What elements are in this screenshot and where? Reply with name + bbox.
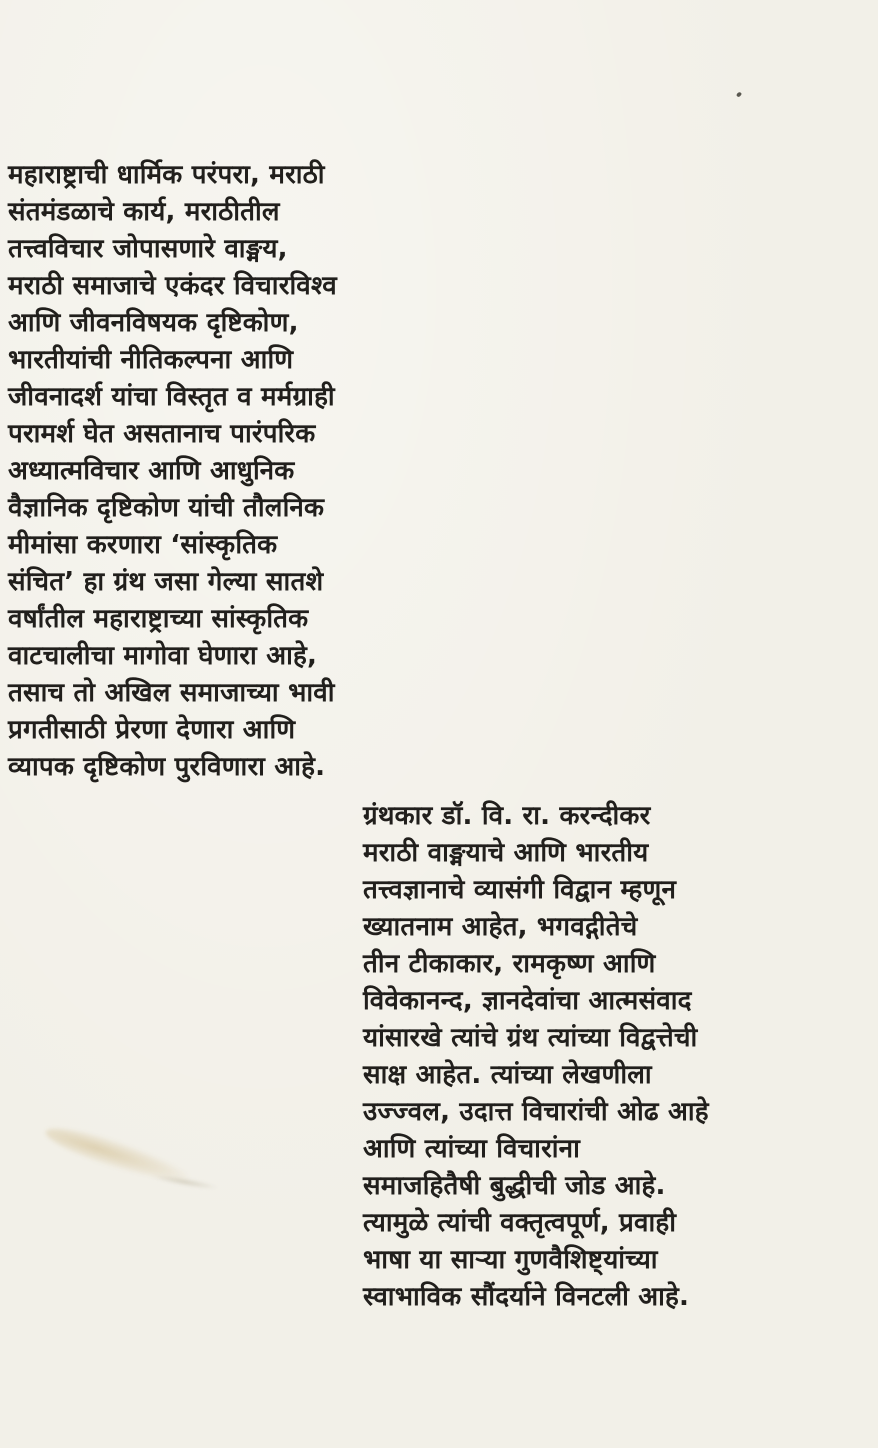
text-line: वैज्ञानिक दृष्टिकोण यांची तौलनिक [8,493,325,523]
text-line: त्यामुळे त्यांची वक्तृत्वपूर्ण, प्रवाही [363,1208,677,1238]
text-line: वर्षांतील महाराष्ट्राच्या सांस्कृतिक [8,604,309,634]
text-line: मराठी समाजाचे एकंदर विचारविश्व [8,271,337,301]
text-line: यांसारखे त्यांचे ग्रंथ त्यांच्या विद्वत्तेची [363,1023,698,1053]
text-line: मराठी वाङ्मयाचे आणि भारतीय [363,838,649,868]
intro-paragraph [8,157,337,786]
text-line: उज्ज्वल, उदात्त विचारांची ओढ आहे [363,1097,709,1127]
paper-speck [736,91,742,97]
text-line: ग्रंथकार डॉ. वि. रा. करन्दीकर [363,801,651,831]
text-line: स्वाभाविक सौंदर्याने विनटली आहे. [363,1282,690,1312]
text-line: तसाच तो अखिल समाजाच्या भावी [8,678,335,708]
text-line: व्यापक दृष्टिकोण पुरविणारा आहे. [8,752,326,782]
text-line: परामर्श घेत असतानाच पारंपरिक [8,419,316,449]
text-line: संतमंडळाचे कार्य, मराठीतील [8,197,280,227]
text-line: महाराष्ट्राची धार्मिक परंपरा, मराठी [8,160,325,190]
text-line: जीवनादर्श यांचा विस्तृत व मर्मग्राही [8,382,335,412]
text-line: भाषा या साऱ्या गुणवैशिष्ट्यांच्या [363,1245,658,1275]
text-line: संचित’ हा ग्रंथ जसा गेल्या सातशे [8,567,324,597]
text-line: समाजहितैषी बुद्धीची जोड आहे. [363,1171,666,1201]
text-line: विवेकानन्द, ज्ञानदेवांचा आत्मसंवाद [363,986,692,1016]
text-line: मीमांसा करणारा ‘सांस्कृतिक [8,530,278,560]
author-paragraph [363,798,709,1316]
text-line: अध्यात्मविचार आणि आधुनिक [8,456,295,486]
text-line: वाटचालीचा मागोवा घेणारा आहे, [8,641,318,671]
text-line: तत्त्वविचार जोपासणारे वाङ्मय, [8,234,288,264]
text-line: साक्ष आहेत. त्यांच्या लेखणीला [363,1060,652,1090]
text-line: ख्यातनाम आहेत, भगवद्गीतेचे [363,912,638,942]
text-line: प्रगतीसाठी प्रेरणा देणारा आणि [8,715,296,745]
text-line: भारतीयांची नीतिकल्पना आणि [8,345,294,375]
text-line: तीन टीकाकार, रामकृष्ण आणि [363,949,656,979]
text-line: तत्त्वज्ञानाचे व्यासंगी विद्वान म्हणून [363,875,677,905]
text-line: आणि त्यांच्या विचारांना [363,1134,581,1164]
text-line: आणि जीवनविषयक दृष्टिकोण, [8,308,299,338]
